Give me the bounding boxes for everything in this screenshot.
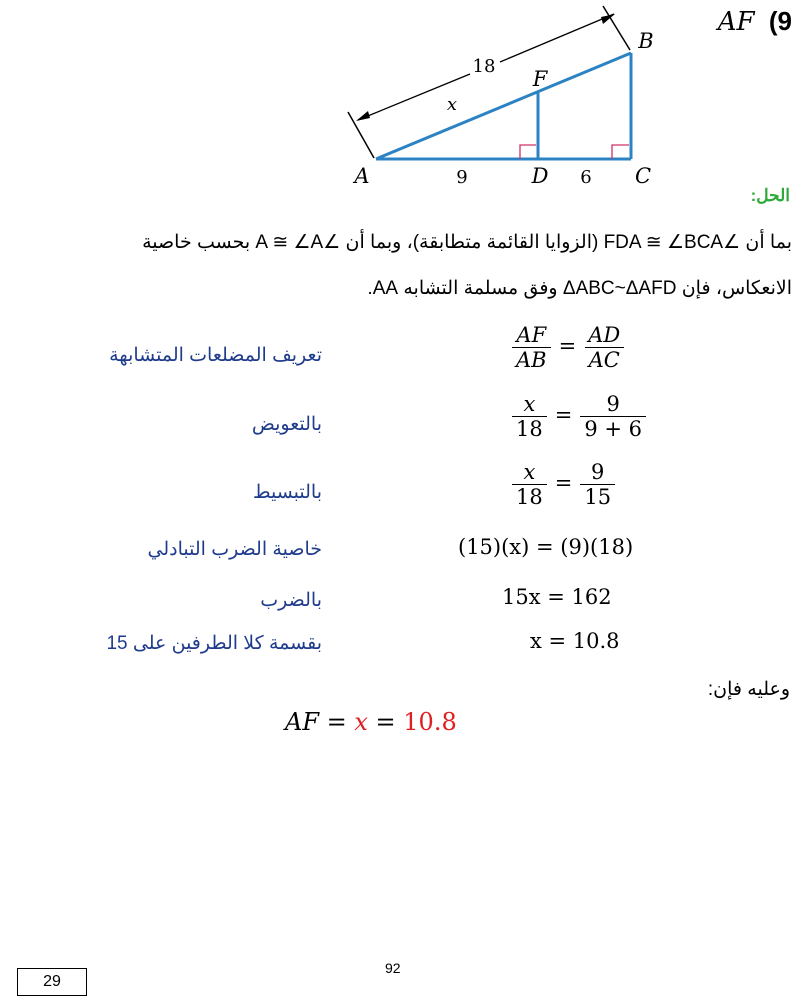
step-equation-6: x = 10.8 bbox=[530, 629, 620, 653]
final-label: وعليه فإن: bbox=[707, 679, 790, 700]
vertex-d-label: D bbox=[531, 164, 549, 188]
fraction-rhs-2 bbox=[580, 392, 646, 441]
problem-number: (9 bbox=[768, 6, 792, 36]
step-reason-5: بالضرب bbox=[260, 590, 322, 611]
numerator: x bbox=[523, 392, 536, 416]
numerator: 9 bbox=[591, 460, 605, 484]
denominator: AB bbox=[512, 347, 551, 372]
solution-heading: الحل: bbox=[750, 186, 790, 205]
final-value: 10.8 bbox=[403, 708, 457, 736]
denominator: 9 + 6 bbox=[580, 416, 646, 441]
equals-sign: = bbox=[558, 334, 577, 359]
step-equation-4: (15)(x) = (9)(18) bbox=[458, 535, 634, 559]
step-reason-4: خاصية الضرب التبادلي bbox=[147, 539, 322, 560]
equals-sign: = bbox=[554, 471, 573, 496]
final-lhs: AF = bbox=[285, 708, 355, 736]
segment-ab bbox=[376, 53, 631, 159]
page-box-number: 29 bbox=[17, 968, 87, 996]
denominator: 18 bbox=[512, 416, 547, 441]
fraction-lhs-1 bbox=[512, 323, 551, 372]
denominator: 15 bbox=[580, 484, 615, 509]
final-x: x bbox=[354, 708, 368, 736]
fraction-lhs-2 bbox=[512, 392, 547, 441]
final-equals: = bbox=[367, 708, 404, 736]
numerator: x bbox=[523, 460, 536, 484]
step-reason-3: بالتبسيط bbox=[252, 482, 322, 503]
right-angle-marker-c bbox=[612, 145, 629, 159]
numerator: AF bbox=[516, 323, 547, 347]
denominator: AC bbox=[585, 347, 624, 372]
step-reason-1: تعريف المضلعات المتشابهة bbox=[109, 345, 322, 366]
step-equation-1 bbox=[512, 323, 624, 372]
dimension-tick-b bbox=[603, 6, 630, 50]
final-answer bbox=[285, 708, 457, 736]
dimension-arrow-left bbox=[356, 111, 370, 121]
label-ad-length: 9 bbox=[456, 167, 468, 188]
triangle-figure bbox=[330, 0, 670, 190]
right-angle-marker-d bbox=[520, 145, 536, 159]
fraction-rhs-3 bbox=[580, 460, 615, 509]
label-af-x: x bbox=[446, 94, 458, 115]
numerator: 9 bbox=[606, 392, 620, 416]
fraction-rhs-1 bbox=[584, 323, 624, 372]
vertex-c-label: C bbox=[634, 164, 652, 188]
step-equation-5: 15x = 162 bbox=[502, 585, 612, 609]
step-reason-2: بالتعويض bbox=[251, 414, 322, 435]
denominator: 18 bbox=[512, 484, 547, 509]
label-ab-length: 18 bbox=[472, 56, 496, 77]
label-dc-length: 6 bbox=[580, 167, 592, 188]
vertex-b-label: B bbox=[638, 29, 654, 53]
problem-header bbox=[718, 6, 792, 37]
step-equation-2 bbox=[512, 392, 646, 441]
solution-paragraph-line-1: بما أن ∠FDA ≅ ∠BCA (الزوايا القائمة متطابقة)، وبما أن ∠A ≅ ∠A بحسب خاصية bbox=[142, 232, 792, 253]
fraction-lhs-3 bbox=[512, 460, 547, 509]
equals-sign: = bbox=[554, 403, 573, 428]
dimension-line-right bbox=[500, 14, 614, 62]
step-reason-6: بقسمة كلا الطرفين على 15 bbox=[106, 633, 322, 654]
problem-variable: AF bbox=[717, 7, 755, 37]
vertex-a-label: A bbox=[354, 164, 370, 188]
step-equation-3 bbox=[512, 460, 615, 509]
numerator: AD bbox=[588, 323, 621, 347]
solution-paragraph-line-2: الانعكاس، فإن ΔABC~ΔAFD وفق مسلمة التشابه AA. bbox=[367, 278, 792, 299]
page-number: 92 bbox=[385, 960, 401, 976]
vertex-f-label: F bbox=[532, 67, 548, 91]
